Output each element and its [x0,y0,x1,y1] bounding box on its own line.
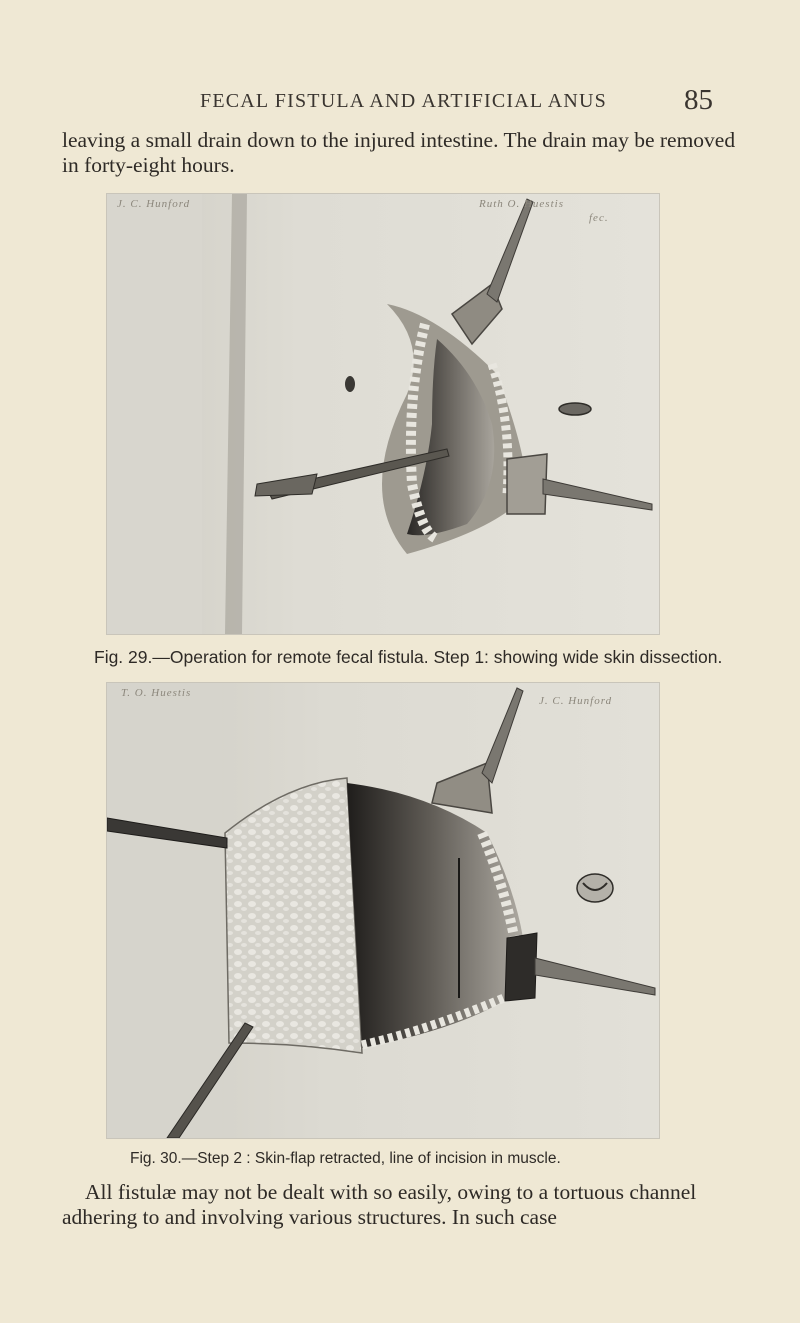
paragraph-top: leaving a small drain down to the injured intestine. The drain may be removed in forty-eight hours. [62,128,736,177]
figure-29-illustration [106,193,660,635]
running-head [0,84,800,118]
surgical-illustration-step-1 [107,194,659,634]
surgical-illustration-step-2 [107,683,659,1138]
figure-29-caption: Fig. 29.—Operation for remote fecal fistula. Step 1: showing wide skin dissection. [94,647,723,667]
artist-signature-left: T. O. Huestis [121,687,192,699]
figure-30-illustration [106,682,660,1139]
artist-signature-left: J. C. Hunford [117,198,191,210]
artist-signature-note: fec. [589,212,609,224]
running-title: FECAL FISTULA AND ARTIFICIAL ANUS [200,90,607,112]
paragraph-bottom: All fistulæ may not be dealt with so easily, owing to a tortuous channel adhering to and involving various structures. In such case [62,1180,697,1229]
page-number: 85 [684,84,713,116]
artist-signature-right: Ruth O. Huestis [479,198,564,210]
artist-signature-right: J. C. Hunford [539,695,613,707]
figure-30-caption: Fig. 30.—Step 2 : Skin-flap retracted, line of incision in muscle. [130,1150,561,1167]
